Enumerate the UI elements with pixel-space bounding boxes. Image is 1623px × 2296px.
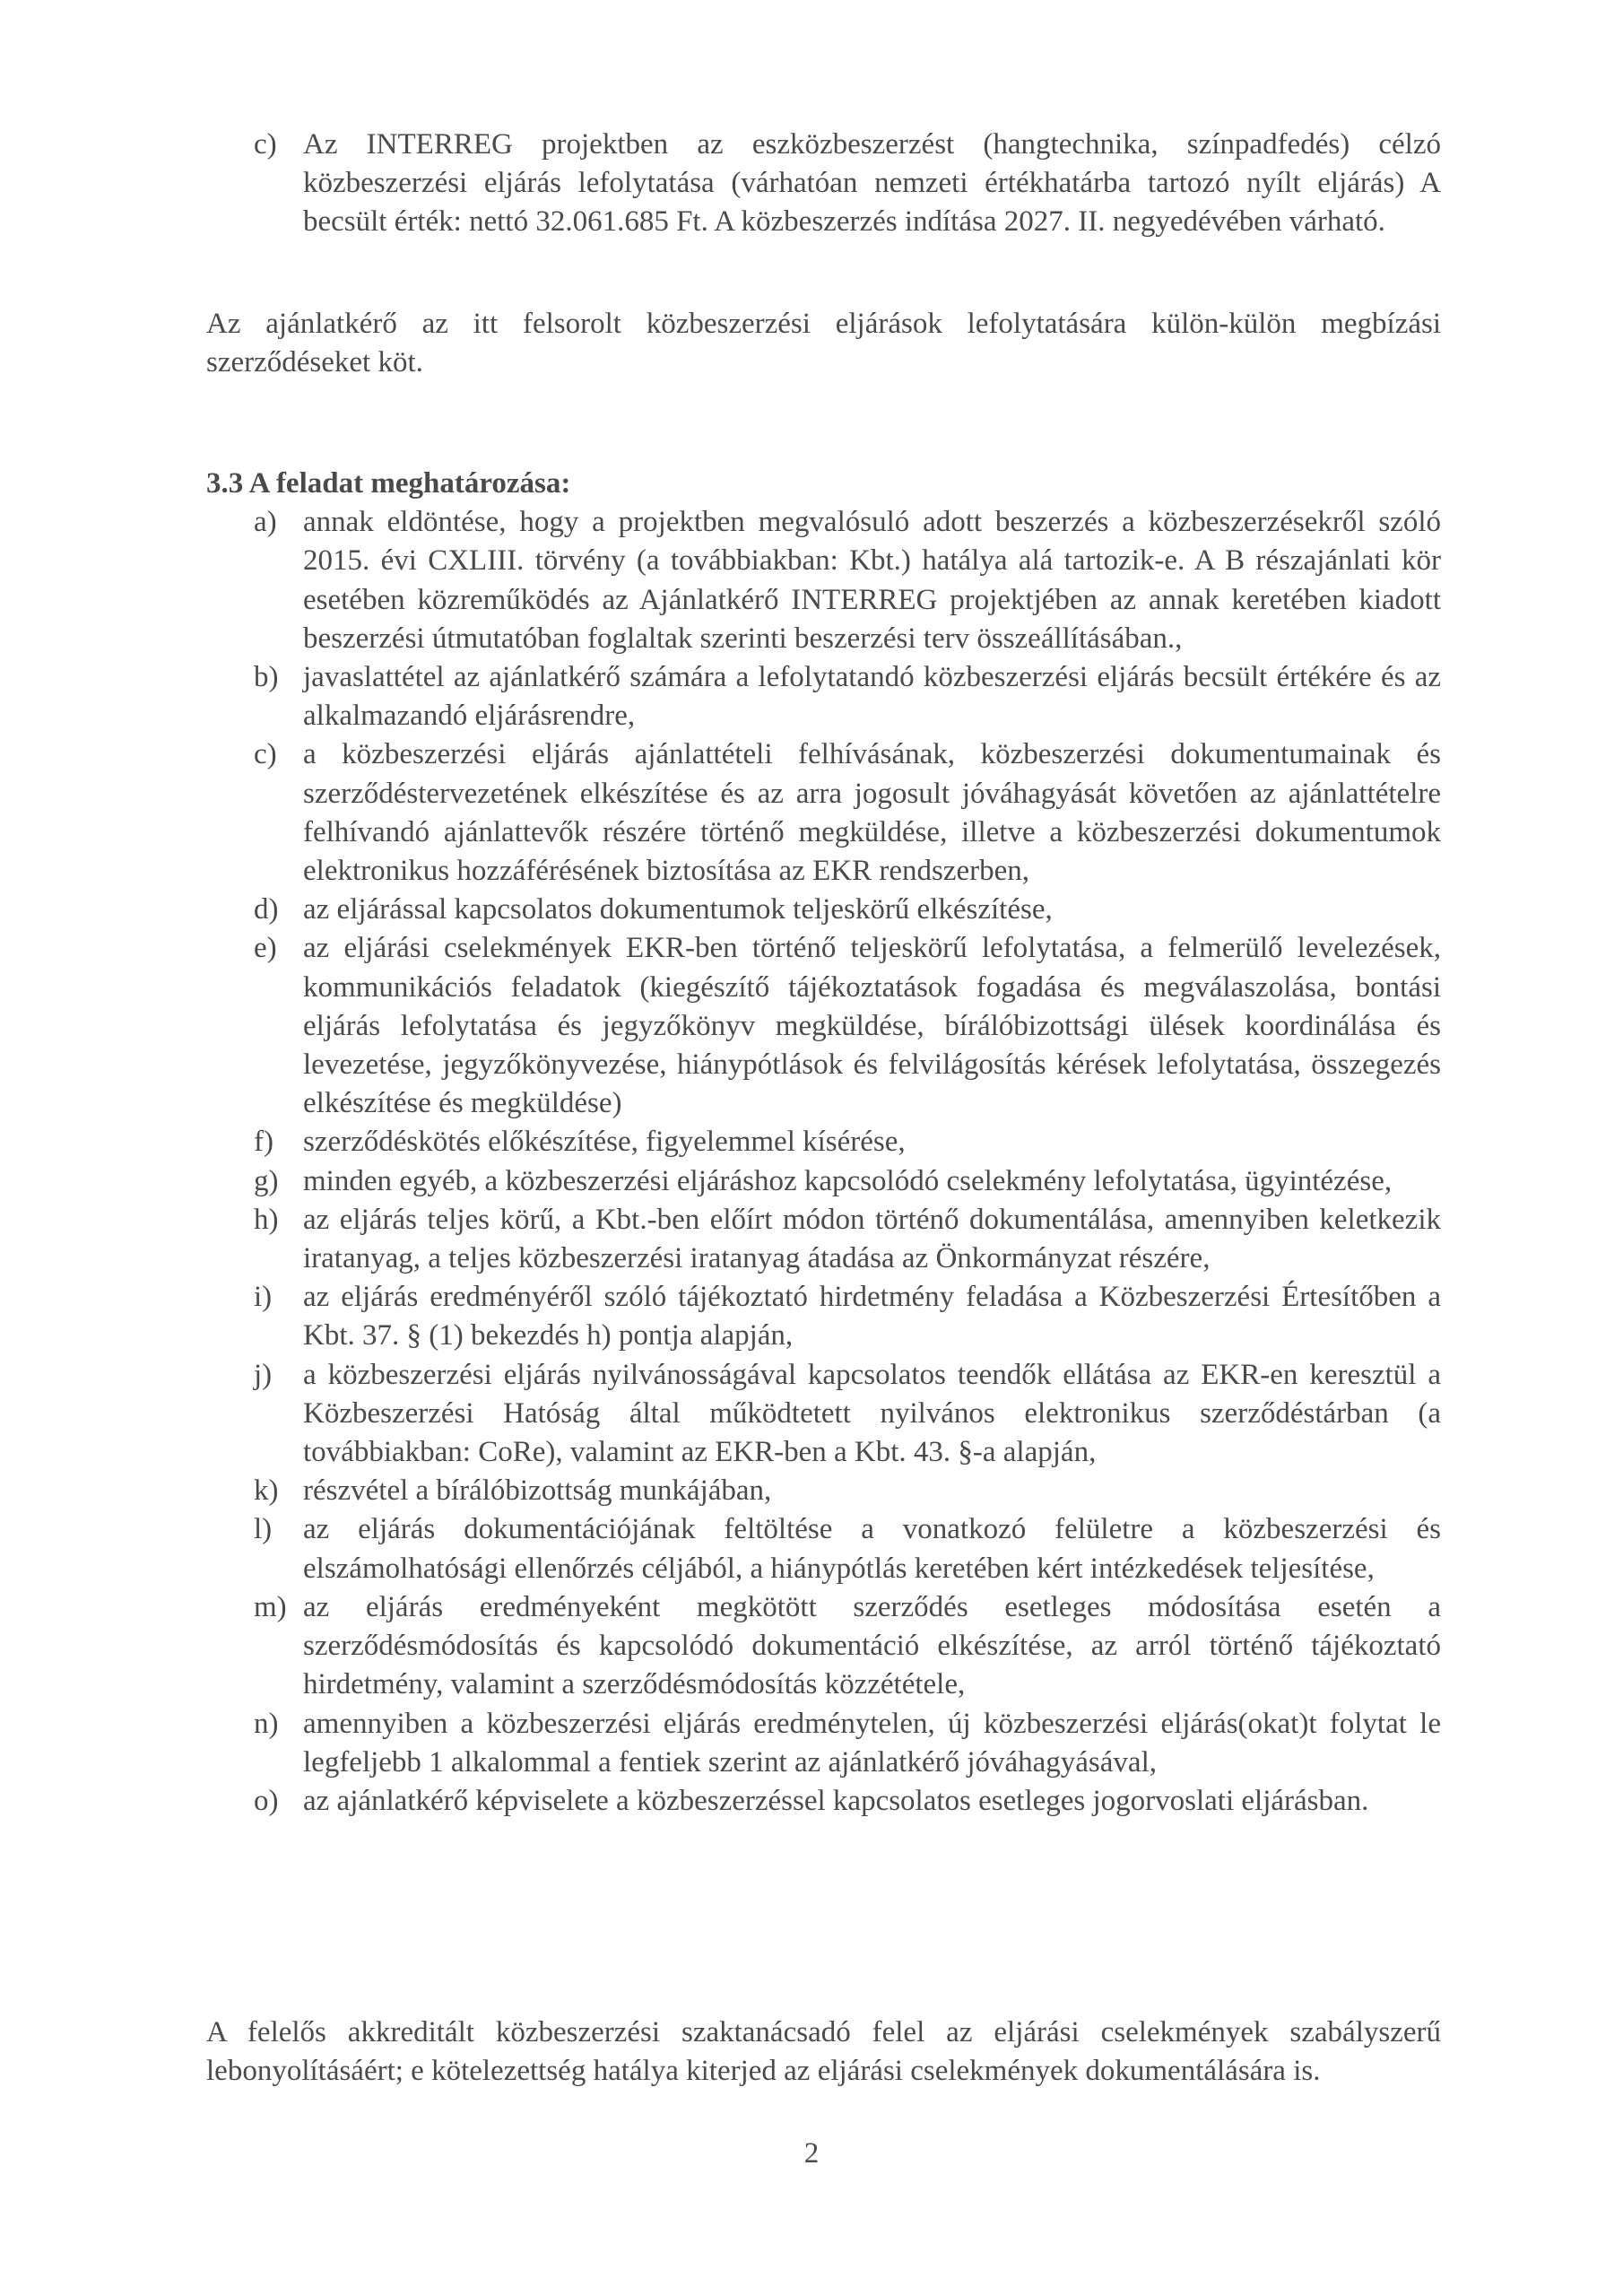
list-item-n bbox=[206, 1705, 1441, 1782]
list-text: szerződéskötés előkészítése, figyelemmel kísérése, bbox=[303, 1126, 906, 1159]
list-label: k) bbox=[254, 1474, 279, 1508]
list-item-o bbox=[206, 1782, 1441, 1821]
list-text: részvétel a bírálóbizottság munkájában, bbox=[303, 1474, 772, 1508]
list-text: az eljárás teljes körű, a Kbt.-ben előírt módon történő dokumentálása, amennyiben keletkezik iratanyag, a teljes közbeszerzési iratanyag átadása az Önkormányzat részére, bbox=[303, 1203, 1441, 1275]
list-label: j) bbox=[254, 1358, 273, 1391]
list-text: az eljárás eredményéről szóló tájékoztató hirdetmény feladása a Közbeszerzési Értesítőben a Kbt. 37. § (1) bekezdés h) pontja alapján, bbox=[303, 1281, 1441, 1352]
list-label: f) bbox=[254, 1126, 273, 1159]
list-text: Az INTERREG projektben az eszközbeszerzést (hangtechnika, színpadfedés) célzó közbeszerzési eljárás lefolytatása (várhatóan nemzeti értékhatárba tartozó nyílt eljárás) A becsült érték: nettó 32.061.685 Ft. A közbeszerzés indítása 2027. II. negyedévében várható. bbox=[303, 128, 1441, 239]
list-label: b) bbox=[254, 661, 279, 694]
section-heading: 3.3 A feladat meghatározása: bbox=[206, 467, 571, 500]
list-text: amennyiben a közbeszerzési eljárás eredménytelen, új közbeszerzési eljárás(okat)t folytat le legfeljebb 1 alkalommal a fentiek szerint az ajánlatkérő jóváhagyásával, bbox=[303, 1707, 1441, 1779]
list-item-f bbox=[206, 1123, 1441, 1161]
list-label: e) bbox=[254, 932, 277, 965]
list-text: a közbeszerzési eljárás nyilvánosságával kapcsolatos teendők ellátása az EKR-en keresztül a Közbeszerzési Hatóság által működtetett nyilvános elektronikus szerződéstárban (a továbbiakban: CoRe), valamint az EKR-ben a Kbt. 43. §-a alapján, bbox=[303, 1358, 1441, 1469]
list-text: az ajánlatkérő képviselete a közbeszerzéssel kapcsolatos esetleges jogorvoslati eljárásban. bbox=[303, 1784, 1369, 1817]
list-item-a bbox=[206, 503, 1441, 658]
list-text: az eljárással kapcsolatos dokumentumok teljeskörű elkészítése, bbox=[303, 893, 1053, 926]
list-item-d bbox=[206, 891, 1441, 929]
list-label: d) bbox=[254, 893, 279, 926]
list-item-c bbox=[206, 126, 1441, 242]
list-label: h) bbox=[254, 1203, 279, 1236]
list-label: c) bbox=[254, 128, 277, 161]
list-label: c) bbox=[254, 738, 277, 771]
list-item-b bbox=[206, 658, 1441, 735]
section-3-3 bbox=[206, 465, 1441, 1821]
list-label: m) bbox=[254, 1590, 287, 1623]
list-item-j bbox=[206, 1356, 1441, 1473]
list-item-l bbox=[206, 1510, 1441, 1587]
list-text: az eljárási cselekmények EKR-ben történő teljeskörű lefolytatása, a felmerülő levelezések, kommunikációs feladatok (kiegészítő tájékoztatások fogadása és megválaszolása, bontási eljárás lefolytatása és jegyzőkönyv megküldése, bírálóbizottsági ülések koordinálása és levezetése, jegyzőkönyvezése, hiánypótlások és felvilágosítás kérések lefolytatása, összegezés elkészítése és megküldése) bbox=[303, 932, 1441, 1120]
page-number: 2 bbox=[803, 2137, 820, 2170]
list-text: annak eldöntése, hogy a projektben megvalósuló adott beszerzés a közbeszerzésekről szóló 2015. évi CXLIII. törvény (a továbbiakban: Kbt.) hatálya alá tartozik-e. A B részajánlati kör esetében közreműködés az Ajánlatkérő INTERREG projektjében az annak keretében kiadott beszerzési útmutatóban foglaltak szerinti beszerzési terv összeállításában., bbox=[303, 506, 1441, 655]
closing-paragraph: A felelős akkreditált közbeszerzési szaktanácsadó felel az eljárási cselekmények szabályszerű lebonyolításáért; e kötelezettség hatálya kiterjed az eljárási cselekmények dokumentálására is. bbox=[206, 2016, 1441, 2088]
list-label: a) bbox=[254, 506, 277, 539]
list-label: i) bbox=[254, 1281, 273, 1314]
list-label: l) bbox=[254, 1513, 273, 1546]
list-label: g) bbox=[254, 1164, 279, 1197]
list-item-i bbox=[206, 1278, 1441, 1355]
list-text: minden egyéb, a közbeszerzési eljáráshoz kapcsolódó cselekmény lefolytatása, ügyintézése, bbox=[303, 1164, 1393, 1197]
list-item-h bbox=[206, 1201, 1441, 1278]
list-item-e bbox=[206, 929, 1441, 1123]
list-text: javaslattétel az ajánlatkérő számára a lefolytatandó közbeszerzési eljárás becsült értékére és az alkalmazandó eljárásrendre, bbox=[303, 661, 1441, 733]
list-item-c bbox=[206, 735, 1441, 891]
list-text: az eljárás dokumentációjának feltöltése a vonatkozó felületre a közbeszerzési és elszámolhatósági ellenőrzés céljából, a hiánypótlás keretében kért intézkedések teljesítése, bbox=[303, 1513, 1441, 1585]
list-item-k bbox=[206, 1472, 1441, 1510]
intro-paragraph: Az ajánlatkérő az itt felsorolt közbeszerzési eljárások lefolytatására külön-külön megbízási szerződéseket köt. bbox=[206, 308, 1441, 379]
top-list bbox=[206, 126, 1441, 242]
list-text: az eljárás eredményeként megkötött szerződés esetleges módosítása esetén a szerződésmódosítás és kapcsolódó dokumentáció elkészítése, az arról történő tájékoztató hirdetmény, valamint a szerződésmódosítás közzététele, bbox=[303, 1590, 1441, 1701]
list-label: o) bbox=[254, 1784, 279, 1817]
list-label: n) bbox=[254, 1707, 279, 1740]
list-item-g bbox=[206, 1162, 1441, 1201]
list-item-m bbox=[206, 1588, 1441, 1705]
list-text: a közbeszerzési eljárás ajánlattételi felhívásának, közbeszerzési dokumentumainak és szerződéstervezetének elkészítése és az arra jogosult jóváhagyását követően az ajánlattételre felhívandó ajánlattevők részére történő megküldése, illetve a közbeszerzési dokumentumok elektronikus hozzáférésének biztosítása az EKR rendszerben, bbox=[303, 738, 1441, 888]
